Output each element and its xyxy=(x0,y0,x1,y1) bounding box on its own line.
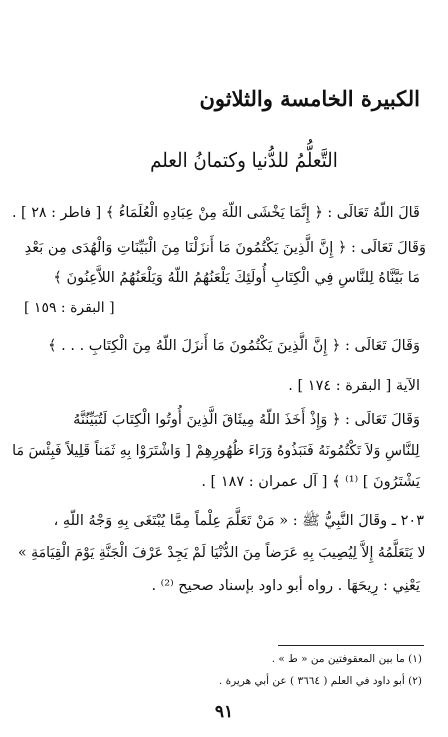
footnote-1: (١) ما بين المعقوفتين من « ط » . xyxy=(271,653,422,665)
paragraph-line-3: مَا بَيَّنَّاهُ لِلنَّاسِ فِي الْكِتَابِ أُولَئِكَ يَلْعَنُهُمُ اللّهُ وَيَلْعَنُهُمُ اللاَّعِنُونَ ﴾ xyxy=(53,270,420,286)
hadith-line-1: ٢٠٣ ـ وقَالَ النَّبِيُّ ﷺ : « مَنْ تَعَلَّمَ عِلْماً مِمَّا يُبْتَغَى بِهِ وَجْهُ اللّهِ ، xyxy=(53,513,424,529)
footnote-separator xyxy=(278,645,424,646)
paragraph-line-8: يَشْتَرُونَ ] ⁽¹⁾ ﴾ [ آل عمران : ١٨٧ ] . xyxy=(201,474,420,490)
paragraph-line-7: لِلنَّاسِ وَلاَ تَكْتُمُونَهُ فَنَبَذُوهُ وَرَاءَ ظُهُورِهِمْ [ وَاشْتَرَوْا بِهِ ثَمَناً قَلِيلاً فَبِئْسَ مَا xyxy=(12,443,420,459)
paragraph-line-1: قَالَ اللّهُ تَعَالَى : ﴿ إِنَّمَا يَخْشَى اللّهَ مِنْ عِبَادِهِ الْعُلَمَاءُ ﴾ [ فاطر : ٢٨ ] . xyxy=(12,205,420,221)
section-title: التَّعلُّمُ للدُّنيا وكتمانُ العلم xyxy=(150,148,338,172)
footnote-2: (٢) أبو داود في العلم ( ٣٦٦٤ ) عن أبي هريرة . xyxy=(218,675,422,687)
paragraph-line-4: وَقَالَ تَعَالَى : ﴿ إِنَّ الَّذِينَ يَكْتُمُونَ مَا أَنزَلَ اللّهُ مِنَ الْكِتَابِ . . . ﴾ xyxy=(48,338,420,354)
hadith-line-3: يَعْنِي : رِيحَهَا . رواه أبو داود بإسناد صحيح ⁽²⁾ . xyxy=(151,578,420,594)
hadith-line-2: لا يَتَعَلَّمُهُ إِلاَّ لِيُصِيبَ بِهِ عَرَضاً مِنَ الدُّنْيَا لَمْ يَجِدْ عَرْفَ الْجَنَّةِ يَوْمَ الْقِيَامَةِ » xyxy=(18,545,426,561)
paragraph-line-5: الآية [ البقرة : ١٧٤ ] . xyxy=(288,378,420,394)
chapter-title: الكبيرة الخامسة والثلاثون xyxy=(199,86,420,111)
page-number: ٩١ xyxy=(214,702,234,722)
reference-baqarah-159: [ البقرة : ١٥٩ ] xyxy=(24,300,115,316)
paragraph-line-6: وَقَالَ تَعَالَى : ﴿ وَإِذْ أَخَذَ اللّهُ مِيثَاقَ الَّذِينَ أُوتُوا الْكِتَابَ لَتُبَيِّنُنَّهُ xyxy=(73,412,420,428)
paragraph-line-2: وَقَالَ تَعَالَى : ﴿ إِنَّ الَّذِينَ يَكْتُمُونَ مَا أَنزَلْنَا مِنَ الْبَيِّنَاتِ وَالْهُدَى مِن بَعْدِ xyxy=(24,240,426,256)
